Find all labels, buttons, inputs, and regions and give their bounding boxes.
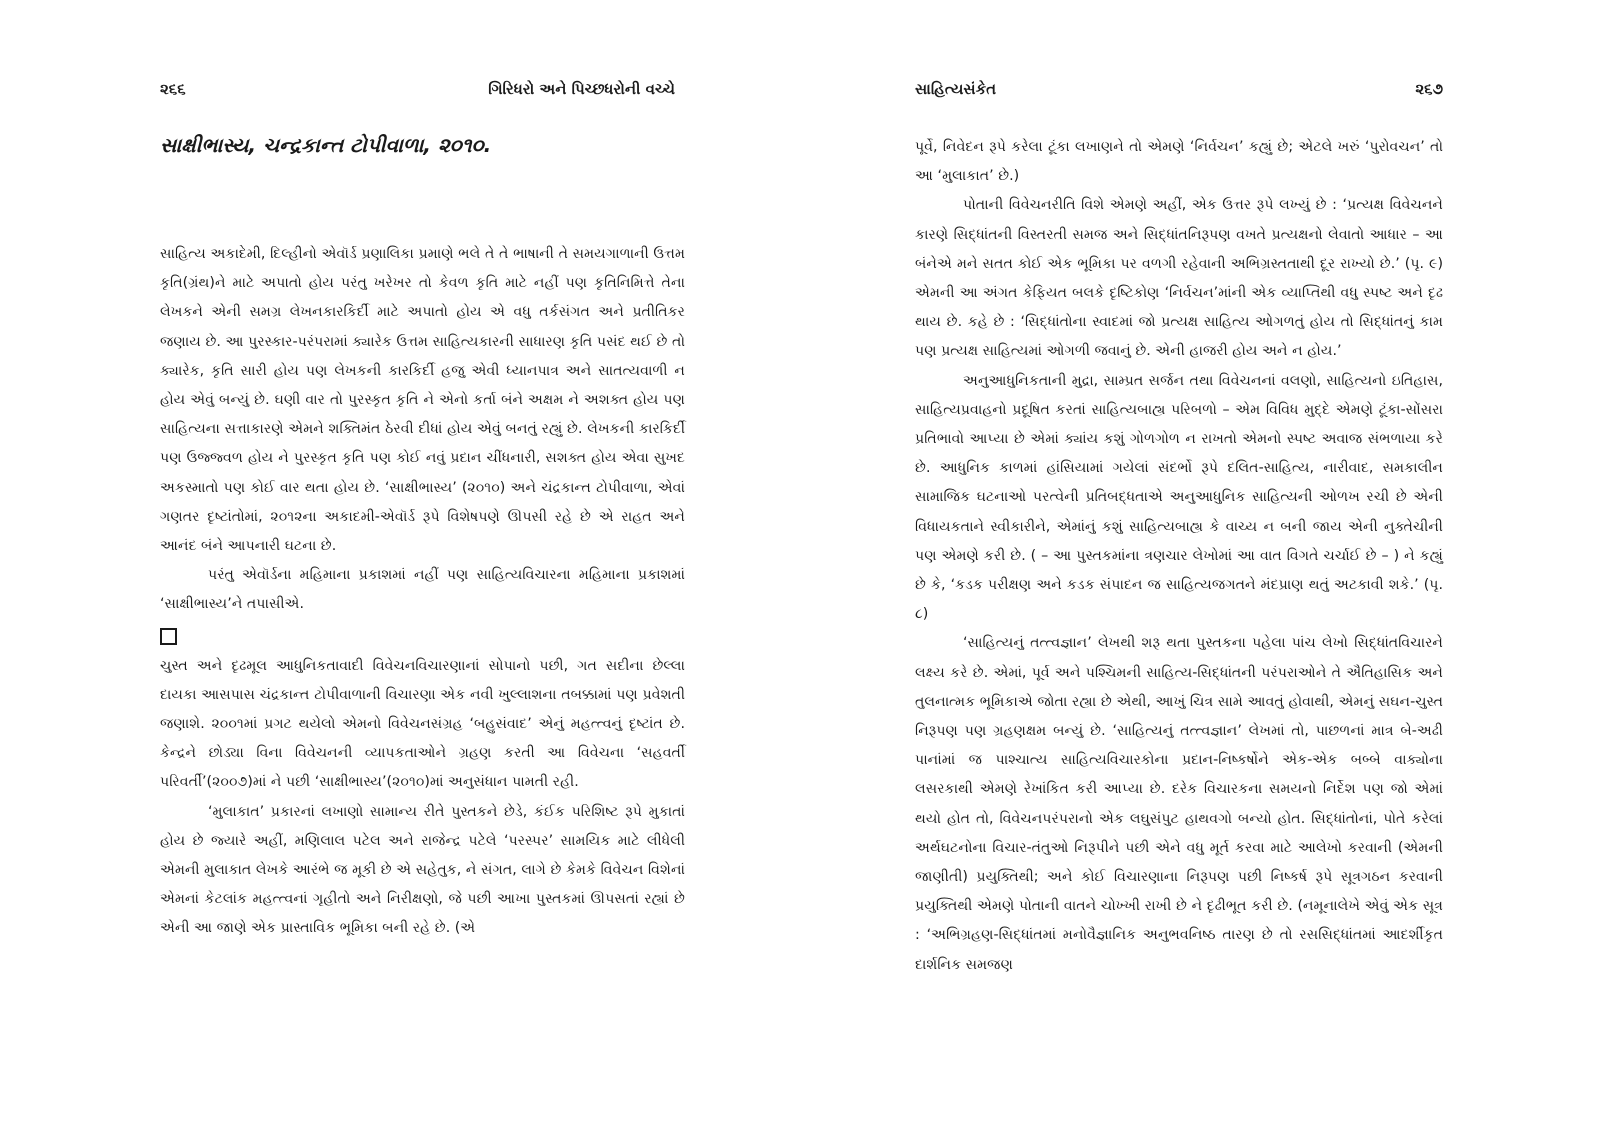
paragraph: ચુસ્ત અને દૃઢમૂલ આધુનિકતાવાદી વિવેચનવિચારણાનાં સોપાનો પછી, ગત સદીના છેલ્લા દાયકા આસપાસ ચંદ્રકાન્ત ટોપીવાળાની વિચારણા એક નવી ખુલ્લાશના તબક્કામાં પણ પ્રવેશતી જણાશે. ૨૦૦૧માં પ્રગટ થયેલો એમનો વિવેચનસંગ્રહ ‘બહુસંવાદ’ એનું મહત્ત્વનું દૃષ્ટાંત છે. કેન્દ્રને છોડ્યા વિના વિવેચનની વ્યાપકતાઓને ગ્રહણ કરતી આ વિવેચના ‘સહવર્તી પરિવર્તી’(૨૦૦૭)માં ને પછી ‘સાક્ષીભાસ્ય’(૨૦૧૦)માં અનુસંધાન પામતી રહી. [160,657,685,791]
paragraph: અનુઆધુનિકતાની મુદ્રા, સામ્પ્રત સર્જન તથા વિવેચનનાં વલણો, સાહિત્યનો ઇતિહાસ, સાહિત્યપ્રવાહનો પ્રદૂષિત કરતાં સાહિત્યબાહ્ય પરિબળો – એમ વિવિધ મુદ્દે એમણે ટૂંકા-સોંસરા પ્રતિભાવો આપ્યા છે એમાં ક્યાંય કશું ગોળગોળ ન રાખતો એમનો સ્પષ્ટ અવાજ સંભળાયા કરે છે. આધુનિક કાળમાં હાંસિયામાં ગયેલાં સંદર્ભો રૂપે દલિત-સાહિત્ય, નારીવાદ, સમકાલીન સામાજિક ઘટનાઓ પરત્વેની પ્રતિબદ્ધતાએ અનુઆધુનિક સાહિત્યની ઓળખ રચી છે એની વિધાયકતાને સ્વીકારીને, એમાંનું કશું સાહિત્યબાહ્ય કે વાચ્ય ન બની જાય એની નુક્તેચીની પણ એમણે કરી છે. ( – આ પુસ્તકમાંના ત્રણચાર લેખોમાં આ વાત વિગતે ચર્ચાઈ છે – ) ને કહ્યું છે કે, ‘કડક પરીક્ષણ અને કડક સંપાદન જ સાહિત્યજગતને મંદપ્રાણ થતું અટકાવી શકે.’ (પૃ. ૮) [915,372,1443,623]
right-page [915,0,1443,1131]
page-number: ૨૬૭ [1415,80,1443,98]
running-title: સાહિત્યસંકેત [915,80,997,98]
section-separator-icon [160,628,177,645]
left-page [160,0,685,1131]
chapter-title: સાક્ષીભાસ્ય, ચન્દ્રકાન્ત ટોપીવાળા, ૨૦૧૦. [160,133,492,157]
paragraph: પોતાની વિવેચનરીતિ વિશે એમણે અહીં, એક ઉત્તર રૂપે લખ્યું છે : ‘પ્રત્યક્ષ વિવેચનને કારણે સિદ્ધાંતની વિસ્તરતી સમજ અને સિદ્ધાંતનિરૂપણ વખતે પ્રત્યક્ષનો લેવાતો આધાર – આ બંનેએ મને સતત કોઈ એક ભૂમિકા પર વળગી રહેવાની અભિગ્રસ્તતાથી દૂર રાખ્યો છે.’ (પૃ. ૯) એમની આ અંગત કેફિયત બલકે દૃષ્ટિકોણ ‘નિર્વચન’માંની એક વ્યાપ્તિથી વધુ સ્પષ્ટ અને દૃઢ થાય છે. કહે છે : ‘સિદ્ધાંતોના સ્વાદમાં જો પ્રત્યક્ષ સાહિત્ય ઓગળતું હોય તો સિદ્ધાંતનું કામ પણ પ્રત્યક્ષ સાહિત્યમાં ઓગળી જવાનું છે. એની હાજરી હોય અને ન હોય.’ [915,197,1443,360]
running-head [160,80,685,106]
paragraph: સાહિત્ય અકાદેમી, દિલ્હીનો એવૉર્ડ પ્રણાલિકા પ્રમાણે ભલે તે તે ભાષાની તે સમયગાળાની ઉત્તમ કૃતિ(ગ્રંથ)ને માટે અપાતો હોય પરંતુ ખરેખર તો કેવળ કૃતિ માટે નહીં પણ કૃતિનિમિત્તે તેના લેખકને એની સમગ્ર લેખનકારકિર્દી માટે અપાતો હોય એ વધુ તર્કસંગત અને પ્રતીતિકર જણાય છે. આ પુરસ્કાર-પરંપરામાં ક્યારેક ઉત્તમ સાહિત્યકારની સાધારણ કૃતિ પસંદ થઈ છે તો ક્યારેક, કૃતિ સારી હોય પણ લેખકની કારકિર્દી હજુ એવી ધ્યાનપાત્ર અને સાતત્યવાળી ન હોય એવું બન્યું છે. ઘણી વાર તો પુરસ્કૃત કૃતિ ને એનો કર્તા બંને અક્ષમ ને અશક્ત હોય પણ સાહિત્યના સત્તાકારણે એમને શક્તિમંત ઠેરવી દીધાં હોય એવું બનતું રહ્યું છે. લેખકની કારકિર્દી પણ ઉજ્જ્વળ હોય ને પુરસ્કૃત કૃતિ પણ કોઈ નવું પ્રદાન ચીંધનારી, સશક્ત હોય એવા સુખદ અકસ્માતો પણ કોઈ વાર થતા હોય છે. ‘સાક્ષીભાસ્ય’ (૨૦૧૦) અને ચંદ્રકાન્ત ટોપીવાળા, એવાં ગણતર દૃષ્ટાંતોમાં, ૨૦૧૨ના અકાદમી-એવૉર્ડ રૂપે વિશેષપણે ઊપસી રહે છે એ રાહત અને આનંદ બંને આપનારી ઘટના છે. [160,246,685,555]
paragraph: પૂર્વે, નિવેદન રૂપે કરેલા ટૂંકા લખાણને તો એમણે ‘નિર્વચન’ કહ્યું છે; એટલે ખરું ‘પુરોવચન’ તો આ ‘મુલાકાત’ છે.) [915,139,1443,185]
paragraph: ‘સાહિત્યનું તત્ત્વજ્ઞાન’ લેખથી શરૂ થતા પુસ્તકના પહેલા પાંચ લેખો સિદ્ધાંતવિચારને લક્ષ્ય કરે છે. એમાં, પૂર્વ અને પશ્ચિમની સાહિત્ય-સિદ્ધાંતની પરંપરાઓને તે ઐતિહાસિક અને તુલનાત્મક ભૂમિકાએ જોતા રહ્યા છે એથી, આખું ચિત્ર સામે આવતું હોવાથી, એમનું સઘન-ચુસ્ત નિરૂપણ પણ ગ્રહણક્ષમ બન્યું છે. ‘સાહિત્યનું તત્ત્વજ્ઞાન’ લેખમાં તો, પાછળનાં માત્ર બે-અઢી પાનાંમાં જ પાશ્ચાત્ય સાહિત્યવિચારકોના પ્રદાન-નિષ્કર્ષોને એક-એક બબ્બે વાક્યોના લસરકાથી એમણે રેખાંકિત કરી આપ્યા છે. દરેક વિચારકના સમયનો નિર્દેશ પણ જો એમાં થયો હોત તો, વિવેચનપરંપરાનો એક લઘુસંપુટ હાથવગો બન્યો હોત. સિદ્ધાંતોનાં, પોતે કરેલાં અર્થઘટનોના વિચાર-તંતુઓ નિરૂપીને પછી એને વધુ મૂર્ત કરવા માટે આલેખો કરવાની (એમની જાણીતી) પ્રયુક્તિથી; અને કોઈ વિચારણાના નિરૂપણ પછી નિષ્કર્ષ રૂપે સૂત્રગઠન કરવાની પ્રયુક્તિથી એમણે પોતાની વાતને ચોખ્ખી રાખી છે ને દૃઢીભૂત કરી છે. (નમૂનાલેખે એવું એક સૂત્ર : ‘અભિગ્રહણ-સિદ્ધાંતમાં મનોવૈજ્ઞાનિક અનુભવનિષ્ઠ તારણ છે તો રસસિદ્ધાંતમાં આદર્શીકૃત દાર્શનિક સમજણ [915,635,1443,973]
body-text [160,240,685,944]
paragraph: પરંતુ એવૉર્ડના મહિમાના પ્રકાશમાં નહીં પણ સાહિત્યવિચારના મહિમાના પ્રકાશમાં ‘સાક્ષીભાસ્ય’ને તપાસીએ. [160,567,685,613]
running-title: ગિરિધરો અને પિચ્છધરોની વચ્ચે [488,80,675,98]
page-number: ૨૬૬ [160,80,186,98]
paragraph: ‘મુલાકાત’ પ્રકારનાં લખાણો સામાન્ય રીતે પુસ્તકને છેડે, કંઈક પરિશિષ્ટ રૂપે મુકાતાં હોય છે જ્યારે અહીં, મણિલાલ પટેલ અને રાજેન્દ્ર પટેલે ‘પરસ્પર’ સામયિક માટે લીધેલી એમની મુલાકાત લેખકે આરંભે જ મૂકી છે એ સહેતુક, ને સંગત, લાગે છે કેમકે વિવેચન વિશેનાં એમનાં કેટલાંક મહત્ત્વનાં ગૃહીતો અને નિરીક્ષણો, જે પછી આખા પુસ્તકમાં ઊપસતાં રહ્યાં છે એની આ જાણે એક પ્રાસ્તાવિક ભૂમિકા બની રહે છે. (એ [160,803,685,937]
running-head [915,80,1443,106]
body-text [915,133,1443,980]
